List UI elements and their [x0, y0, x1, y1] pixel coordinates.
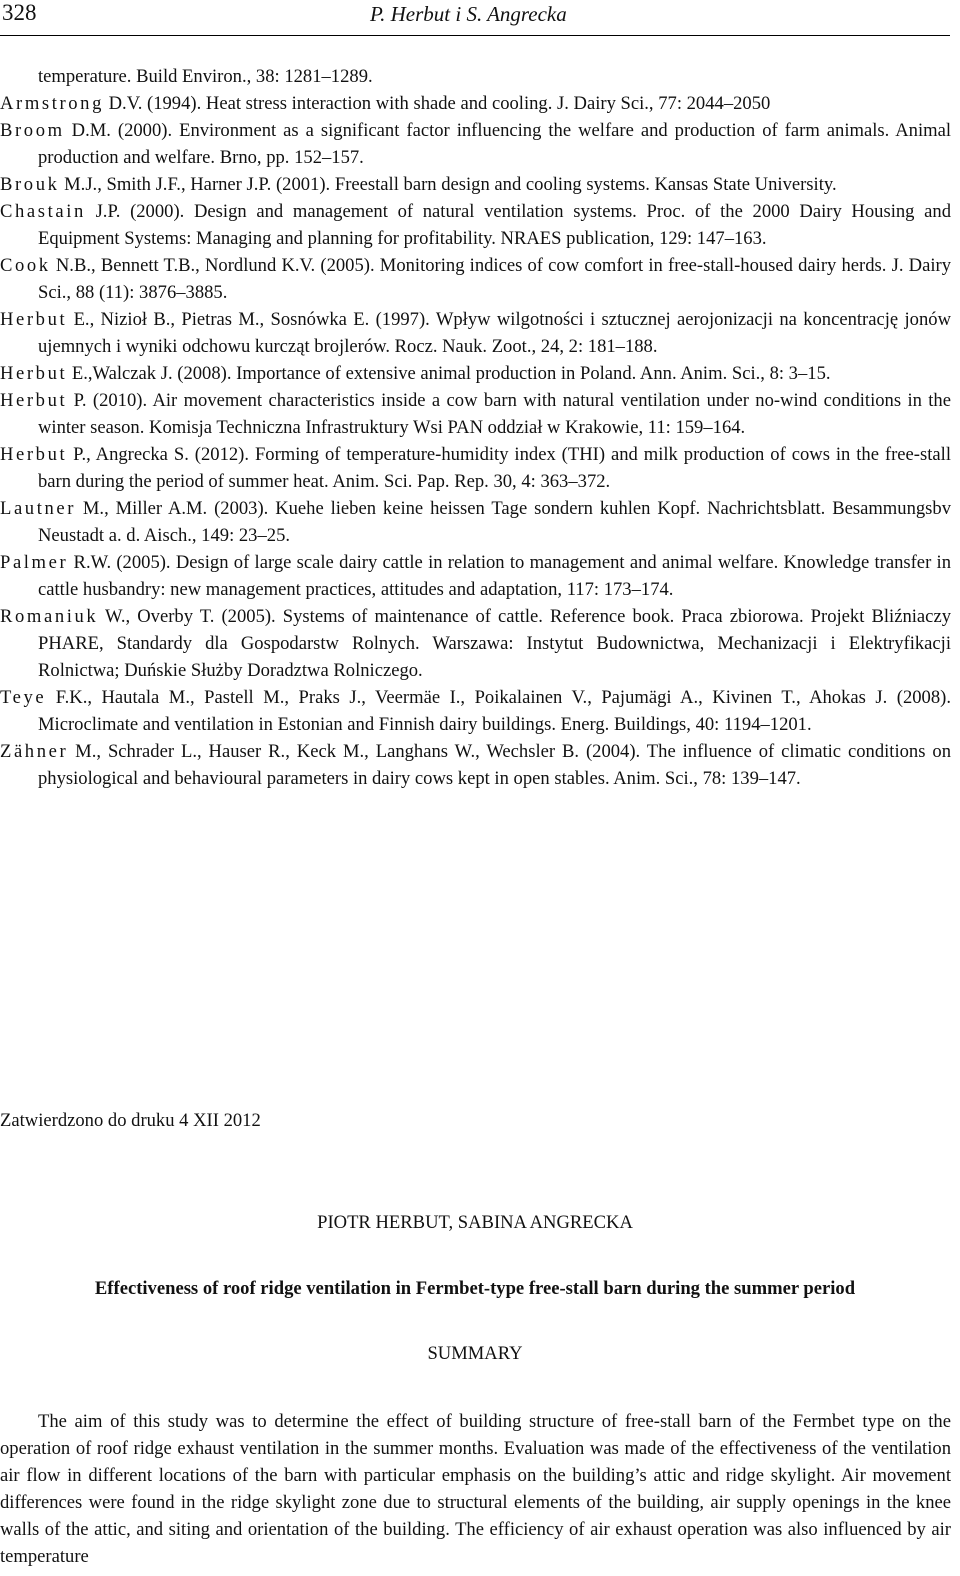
reference-item [0, 387, 951, 441]
reference-text: temperature. Build Environ., 38: 1281–1289. [38, 66, 373, 87]
reference-text: E., Nizioł B., Pietras M., Sosnówka E. (1997). Wpływ wilgotności i sztucznej aerojonizacji na koncentrację jonów ujemnych i wyniki odchowu kurcząt brojlerów. Rocz. Nauk. Zoot., 24, 2: 181–188. [38, 309, 951, 357]
reference-author: Broom [0, 120, 65, 141]
article-authors: PIOTR HERBUT, SABINA ANGRECKA [317, 1212, 633, 1233]
article-title-english: Effectiveness of roof ridge ventilation in Fermbet-type free-stall barn during the summer period [94, 1278, 856, 1299]
reference-item [0, 306, 951, 360]
page-number: 328 [2, 0, 37, 25]
reference-author: Armstrong [0, 93, 104, 114]
reference-text: N.B., Bennett T.B., Nordlund K.V. (2005). Monitoring indices of cow comfort in free-stall-housed dairy herds. J. Dairy Sci., 88 (11): 3876–3885. [38, 255, 951, 303]
reference-item [0, 360, 951, 387]
reference-text: W., Overby T. (2005). Systems of maintenance of cattle. Reference book. Praca zbiorowa. Projekt Bliźniaczy PHARE, Standardy dla Gospodarstw Rolnych. Warszawa: Instytut Budownictwa, Mechanizacji i Elektryfikacji Rolnictwa; Duńskie Służby Doradztwa Rolniczego. [38, 606, 951, 681]
reference-author: Herbut [0, 309, 68, 330]
reference-text: P. (2010). Air movement characteristics inside a cow barn with natural ventilation under no-wind conditions in the winter season. Komisja Techniczna Infrastruktury Wsi PAN oddział w Krakowie, 11: 159–164. [38, 390, 951, 438]
reference-item [0, 117, 951, 171]
reference-item [0, 495, 951, 549]
reference-text: M.J., Smith J.F., Harner J.P. (2001). Freestall barn design and cooling systems. Kansas State University. [59, 174, 837, 195]
reference-item [0, 63, 951, 90]
reference-author: Brouk [0, 174, 60, 195]
reference-author: Chastain [0, 201, 86, 222]
running-head: P. Herbut i S. Angrecka [370, 2, 567, 26]
reference-item [0, 171, 951, 198]
reference-item [0, 738, 951, 792]
reference-text: D.V. (1994). Heat stress interaction with shade and cooling. J. Dairy Sci., 77: 2044–2050 [103, 93, 771, 114]
reference-item [0, 198, 951, 252]
approval-note: Zatwierdzono do druku 4 XII 2012 [0, 1110, 261, 1131]
reference-item [0, 603, 951, 684]
reference-text: E.,Walczak J. (2008). Importance of extensive animal production in Poland. Ann. Anim. Sci., 8: 3–15. [67, 363, 831, 384]
reference-text: J.P. (2000). Design and management of natural ventilation systems. Proc. of the 2000 Dairy Housing and Equipment Systems: Managing and planning for profitability. NRAES publication, 129: 147–163. [38, 201, 951, 249]
reference-author: Palmer [0, 552, 69, 573]
reference-text: R.W. (2005). Design of large scale dairy cattle in relation to management and animal welfare. Knowledge transfer in cattle husbandry: new management practices, attitudes and adaptation, 117: 173–174. [38, 552, 951, 600]
reference-author: Cook [0, 255, 51, 276]
reference-item [0, 684, 951, 738]
reference-author: Herbut [0, 363, 68, 384]
reference-author: Herbut [0, 444, 68, 465]
reference-item [0, 90, 951, 117]
summary-heading: SUMMARY [427, 1343, 523, 1364]
reference-text: M., Miller A.M. (2003). Kuehe lieben keine heissen Tage sondern kuhlen Kopf. Nachrichtsblatt. Besammungsbv Neustadt a. d. Aisch., 149: 23–25. [38, 498, 951, 546]
page-header [0, 0, 960, 36]
reference-author: Lautner [0, 498, 77, 519]
header-rule [0, 35, 950, 36]
reference-author: Zähner [0, 741, 69, 762]
reference-text: F.K., Hautala M., Pastell M., Praks J., Veermäe I., Poikalainen V., Pajumägi A., Kivinen T., Ahokas J. (2008). Microclimate and ventilation in Estonian and Finnish dairy buildings. Energ. Buildings, 40: 1194–1201. [38, 687, 951, 735]
reference-author: Herbut [0, 390, 68, 411]
reference-list [0, 63, 951, 792]
summary-text: The aim of this study was to determine the effect of building structure of free-stall barn of the Fermbet type on the operation of roof ridge exhaust ventilation in the summer months. Evaluation was made of the effectiveness of the ventilation air flow in different locations of the barn with particular emphasis on the building’s attic and ridge skylight. Air movement differences were found in the ridge skylight zone due to structural elements of the building, air supply openings in the knee walls of the attic, and siting and orientation of the building. The efficiency of air exhaust operation was also influenced by air temperature [0, 1411, 951, 1567]
reference-item [0, 549, 951, 603]
reference-text: M., Schrader L., Hauser R., Keck M., Langhans W., Wechsler B. (2004). The influence of climatic conditions on physiological and behavioural parameters in dairy cows kept in open stables. Anim. Sci., 78: 139–147. [38, 741, 951, 789]
reference-text: P., Angrecka S. (2012). Forming of temperature-humidity index (THI) and milk production of cows in the free-stall barn during the period of summer heat. Anim. Sci. Pap. Rep. 30, 4: 363–372. [38, 444, 951, 492]
reference-item [0, 441, 951, 495]
reference-author: Romaniuk [0, 606, 99, 627]
reference-item [0, 252, 951, 306]
reference-text: D.M. (2000). Environment as a significant factor influencing the welfare and production of farm animals. Animal production and welfare. Brno, pp. 152–157. [38, 120, 951, 168]
reference-author: Teye [0, 687, 47, 708]
